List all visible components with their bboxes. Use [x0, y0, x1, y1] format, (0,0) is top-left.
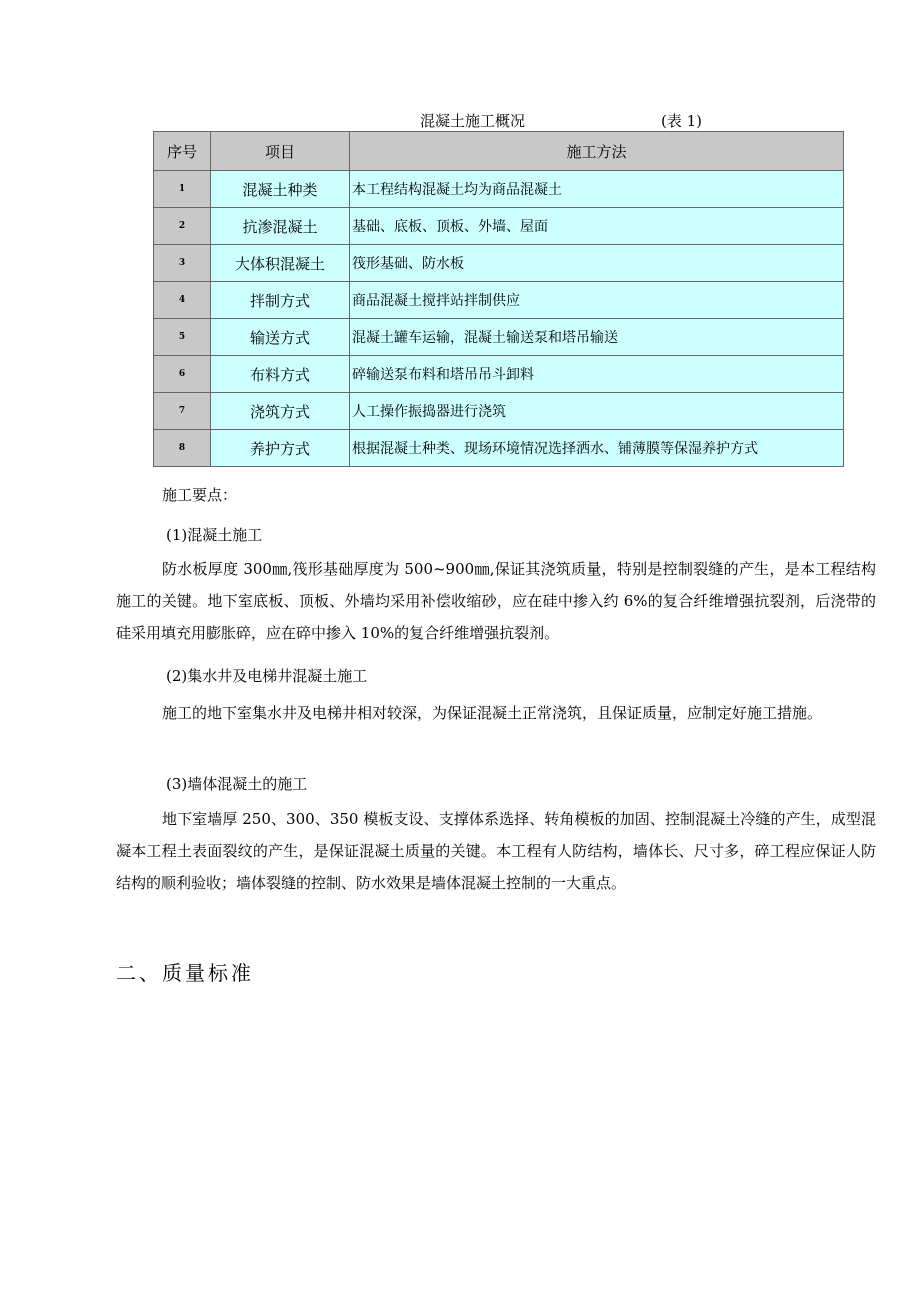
section-3-paragraph: 地下室墙厚 250、300、350 模板支设、支撑体系选择、转角模板的加固、控制混凝土冷缝的产生，成型混凝本工程土表面裂纹的产生，是保证混凝土质量的关键。本工程有人防结构，墙体长、尺寸多，碎工程应保证人防结构的顺利验收；墙体裂缝的控制、防水效果是墙体混凝土控制的一大重点。 — [116, 810, 876, 892]
section-3-title: (3)墙体混凝土的施工 — [166, 775, 308, 793]
row-no: 5 — [154, 319, 211, 356]
section-2-paragraph: 施工的地下室集水井及电梯井相对较深，为保证混凝土正常浇筑，且保证质量，应制定好施工措施。 — [162, 704, 823, 722]
row-no: 7 — [154, 393, 211, 430]
row-item: 输送方式 — [211, 319, 350, 356]
row-no: 6 — [154, 356, 211, 393]
row-no: 3 — [154, 245, 211, 282]
row-method: 本工程结构混凝土均为商品混凝土 — [350, 171, 844, 208]
row-method: 人工操作振捣器进行浇筑 — [350, 393, 844, 430]
key-points-label: 施工要点： — [162, 486, 238, 504]
table-row — [154, 282, 844, 319]
row-no: 1 — [154, 171, 211, 208]
row-item: 布料方式 — [211, 356, 350, 393]
section-heading-quality-standard: 二、质量标准 — [116, 961, 254, 985]
row-no: 8 — [154, 430, 211, 467]
row-no: 4 — [154, 282, 211, 319]
row-item: 抗渗混凝土 — [211, 208, 350, 245]
header-no: 序号 — [154, 132, 211, 171]
row-method: 混凝土罐车运输，混凝土输送泵和塔吊输送 — [350, 319, 844, 356]
row-method: 商品混凝土搅拌站拌制供应 — [350, 282, 844, 319]
header-item: 项目 — [211, 132, 350, 171]
row-method: 筏形基础、防水板 — [350, 245, 844, 282]
row-item: 拌制方式 — [211, 282, 350, 319]
row-item: 浇筑方式 — [211, 393, 350, 430]
row-no: 2 — [154, 208, 211, 245]
table-row — [154, 393, 844, 430]
row-method: 根据混凝土种类、现场环境情况选择洒水、铺薄膜等保湿养护方式 — [350, 430, 844, 467]
construction-overview-table — [153, 131, 844, 467]
table-caption — [153, 108, 843, 132]
row-item: 混凝土种类 — [211, 171, 350, 208]
table-row — [154, 430, 844, 467]
section-1-title: (1)混凝土施工 — [166, 526, 263, 544]
table-row — [154, 171, 844, 208]
row-item: 养护方式 — [211, 430, 350, 467]
table-title: 混凝土施工概况 — [420, 112, 526, 130]
row-method: 碎输送泵布料和塔吊吊斗卸料 — [350, 356, 844, 393]
table-row — [154, 245, 844, 282]
section-1-paragraph: 防水板厚度 300㎜,筏形基础厚度为 500~900㎜,保证其浇筑质量，特别是控制裂缝的产生，是本工程结构施工的关键。地下室底板、顶板、外墙均采用补偿收缩砂，应在硅中掺入约 6%的复合纤维增强抗裂剂，后浇带的硅采用填充用膨胀碎，应在碎中掺入 10%的复合纤维增强抗裂剂。 — [116, 560, 876, 642]
header-method: 施工方法 — [350, 132, 844, 171]
table-header-row — [154, 132, 844, 171]
section-2-title: (2)集水井及电梯井混凝土施工 — [166, 667, 368, 685]
row-item: 大体积混凝土 — [211, 245, 350, 282]
table-row — [154, 356, 844, 393]
table-row — [154, 208, 844, 245]
table-number: (表 1) — [661, 112, 703, 130]
table-row — [154, 319, 844, 356]
row-method: 基础、底板、顶板、外墙、屋面 — [350, 208, 844, 245]
